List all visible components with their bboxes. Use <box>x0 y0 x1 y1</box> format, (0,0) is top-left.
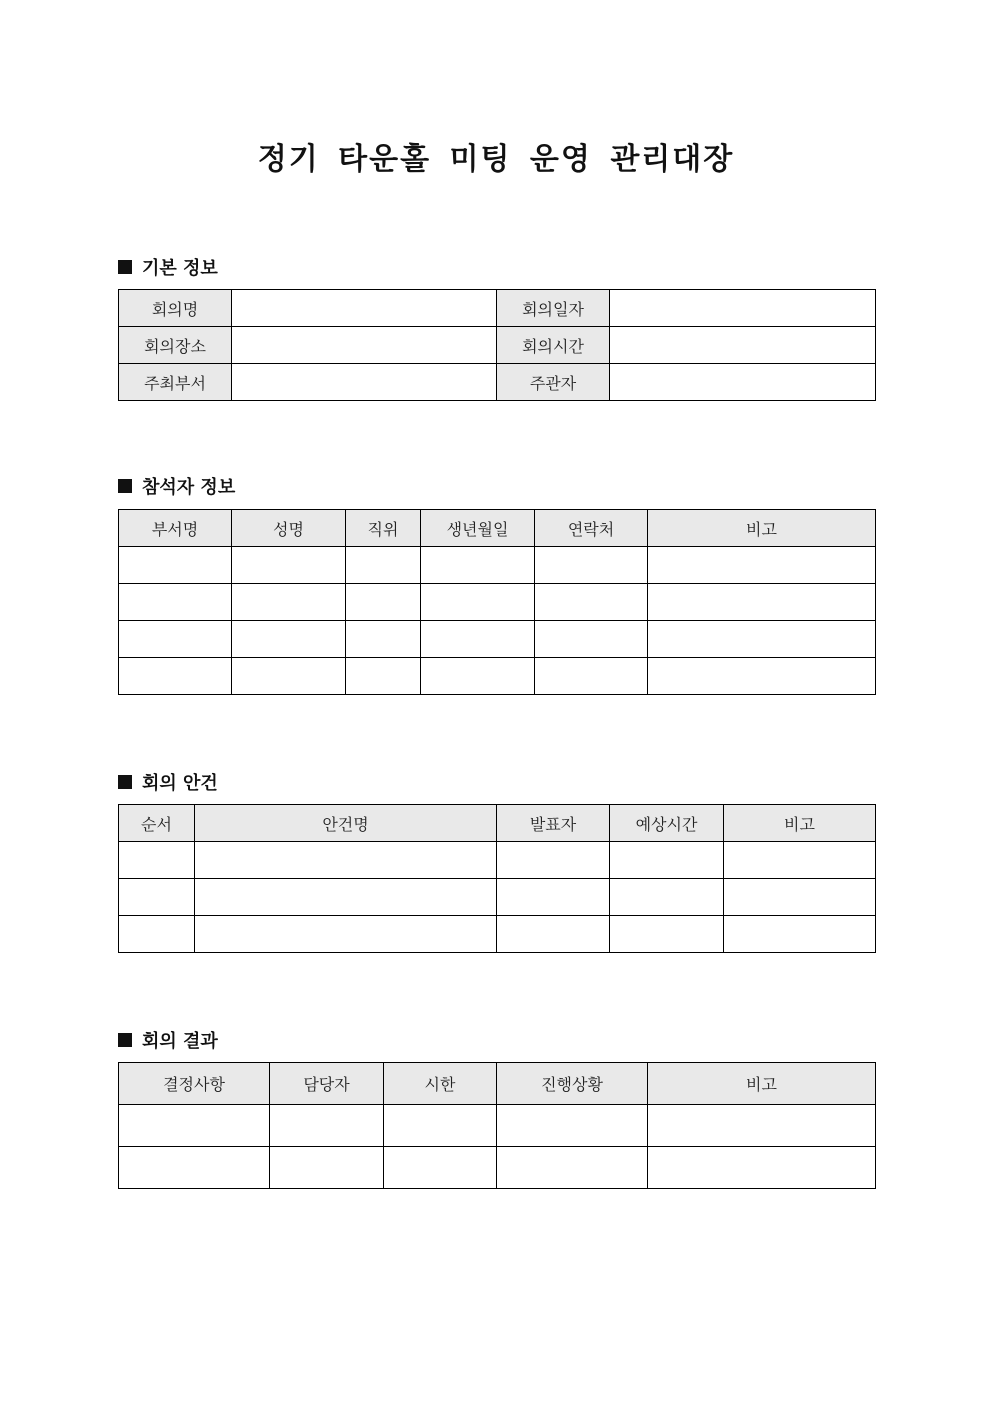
table-cell[interactable] <box>270 1147 384 1189</box>
table-cell[interactable] <box>497 1147 648 1189</box>
table-cell[interactable] <box>346 621 421 658</box>
header-row <box>119 510 876 547</box>
table-cell[interactable] <box>195 842 497 879</box>
table-cell[interactable] <box>535 658 648 695</box>
square-bullet-icon <box>118 260 132 274</box>
table-cell[interactable] <box>497 879 610 916</box>
table-cell[interactable] <box>724 879 876 916</box>
table-cell[interactable] <box>421 621 535 658</box>
table-cell[interactable] <box>648 1105 876 1147</box>
table-row <box>119 621 876 658</box>
table-cell[interactable] <box>119 1105 270 1147</box>
table-cell[interactable] <box>119 658 232 695</box>
attendees-table <box>118 509 876 695</box>
header-row <box>119 1063 876 1105</box>
table-cell[interactable] <box>421 547 535 584</box>
table-row <box>119 364 876 401</box>
table-cell[interactable] <box>119 547 232 584</box>
col-header-order: 순서 <box>119 805 195 842</box>
col-header-agenda-name: 안건명 <box>195 805 497 842</box>
square-bullet-icon <box>118 775 132 789</box>
label-organizer: 주관자 <box>497 364 610 401</box>
table-row <box>119 547 876 584</box>
square-bullet-icon <box>118 479 132 493</box>
table-cell[interactable] <box>232 621 346 658</box>
section-results <box>118 1027 218 1053</box>
table-cell[interactable] <box>535 584 648 621</box>
table-cell[interactable] <box>497 1105 648 1147</box>
table-cell[interactable] <box>384 1147 497 1189</box>
table-cell[interactable] <box>497 842 610 879</box>
table-cell[interactable] <box>535 621 648 658</box>
table-row <box>119 916 876 953</box>
label-meeting-time: 회의시간 <box>497 327 610 364</box>
table-cell[interactable] <box>270 1105 384 1147</box>
table-row <box>119 879 876 916</box>
table-cell[interactable] <box>195 916 497 953</box>
label-location: 회의장소 <box>119 327 232 364</box>
label-host-dept: 주최부서 <box>119 364 232 401</box>
section-agenda <box>118 769 218 795</box>
meeting-time-field[interactable] <box>610 327 876 364</box>
table-cell[interactable] <box>610 916 724 953</box>
table-cell[interactable] <box>421 658 535 695</box>
table-cell[interactable] <box>648 1147 876 1189</box>
col-header-progress: 진행상황 <box>497 1063 648 1105</box>
label-meeting-date: 회의일자 <box>497 290 610 327</box>
meeting-name-field[interactable] <box>232 290 497 327</box>
table-cell[interactable] <box>724 842 876 879</box>
table-cell[interactable] <box>119 1147 270 1189</box>
table-cell[interactable] <box>724 916 876 953</box>
col-header-remarks: 비고 <box>648 1063 876 1105</box>
table-row <box>119 1147 876 1189</box>
table-cell[interactable] <box>346 658 421 695</box>
col-header-position: 직위 <box>346 510 421 547</box>
host-dept-field[interactable] <box>232 364 497 401</box>
section-attendees <box>118 473 235 499</box>
document-title: 정기 타운홀 미팅 운영 관리대장 <box>257 142 735 177</box>
table-cell[interactable] <box>232 658 346 695</box>
table-row <box>119 290 876 327</box>
table-cell[interactable] <box>119 621 232 658</box>
agenda-table <box>118 804 876 953</box>
col-header-est-time: 예상시간 <box>610 805 724 842</box>
table-cell[interactable] <box>421 584 535 621</box>
table-row <box>119 327 876 364</box>
col-header-owner: 담당자 <box>270 1063 384 1105</box>
col-header-remarks: 비고 <box>724 805 876 842</box>
col-header-deadline: 시한 <box>384 1063 497 1105</box>
table-cell[interactable] <box>346 584 421 621</box>
col-header-remarks: 비고 <box>648 510 876 547</box>
section-basic-info <box>118 254 218 280</box>
col-header-decision: 결정사항 <box>119 1063 270 1105</box>
table-cell[interactable] <box>119 584 232 621</box>
basic-info-table <box>118 289 876 401</box>
label-meeting-name: 회의명 <box>119 290 232 327</box>
table-row <box>119 842 876 879</box>
table-row <box>119 584 876 621</box>
col-header-birthdate: 생년월일 <box>421 510 535 547</box>
section-title-basic: 기본 정보 <box>142 258 218 279</box>
table-row <box>119 658 876 695</box>
organizer-field[interactable] <box>610 364 876 401</box>
table-cell[interactable] <box>648 658 876 695</box>
table-cell[interactable] <box>610 842 724 879</box>
col-header-presenter: 발표자 <box>497 805 610 842</box>
square-bullet-icon <box>118 1033 132 1047</box>
header-row <box>119 805 876 842</box>
table-cell[interactable] <box>346 547 421 584</box>
location-field[interactable] <box>232 327 497 364</box>
results-table <box>118 1062 876 1189</box>
col-header-contact: 연락처 <box>535 510 648 547</box>
section-title-results: 회의 결과 <box>142 1031 218 1052</box>
table-cell[interactable] <box>119 842 195 879</box>
table-cell[interactable] <box>119 916 195 953</box>
table-cell[interactable] <box>232 547 346 584</box>
section-title-agenda: 회의 안건 <box>142 773 218 794</box>
table-cell[interactable] <box>648 547 876 584</box>
table-cell[interactable] <box>119 879 195 916</box>
table-row <box>119 1105 876 1147</box>
table-cell[interactable] <box>610 879 724 916</box>
table-cell[interactable] <box>232 584 346 621</box>
col-header-name: 성명 <box>232 510 346 547</box>
table-cell[interactable] <box>648 584 876 621</box>
col-header-dept: 부서명 <box>119 510 232 547</box>
table-cell[interactable] <box>648 621 876 658</box>
table-cell[interactable] <box>384 1105 497 1147</box>
table-cell[interactable] <box>497 916 610 953</box>
table-cell[interactable] <box>195 879 497 916</box>
section-title-attendees: 참석자 정보 <box>142 477 236 498</box>
table-cell[interactable] <box>535 547 648 584</box>
meeting-date-field[interactable] <box>610 290 876 327</box>
